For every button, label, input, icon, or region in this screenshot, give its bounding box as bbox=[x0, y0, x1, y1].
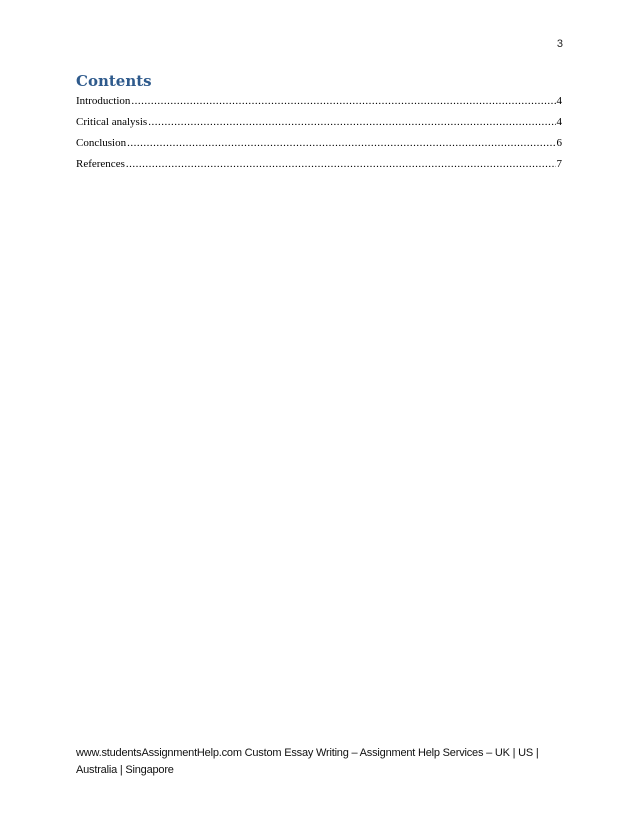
toc-dot-leader bbox=[148, 116, 555, 129]
toc-entry-title: Conclusion bbox=[76, 137, 127, 149]
toc-entry-page: 7 bbox=[556, 158, 562, 170]
page-footer: www.studentsAssignmentHelp.com Custom Essay Writing – Assignment Help Services – UK | US | Australia | Singapore bbox=[76, 747, 539, 776]
toc-entry-critical-analysis[interactable] bbox=[76, 116, 562, 137]
toc-entry-introduction[interactable] bbox=[76, 95, 562, 116]
toc-entry-title: Critical analysis bbox=[76, 116, 148, 128]
table-of-contents bbox=[76, 95, 562, 179]
toc-entry-title: Introduction bbox=[76, 95, 131, 107]
toc-entry-page: 4 bbox=[556, 95, 562, 107]
toc-entry-page: 6 bbox=[556, 137, 562, 149]
toc-entry-references[interactable] bbox=[76, 158, 562, 179]
toc-entry-page: 4 bbox=[556, 116, 562, 128]
page-number: 3 bbox=[556, 38, 563, 50]
toc-entry-title: References bbox=[76, 158, 125, 170]
toc-entry-conclusion[interactable] bbox=[76, 137, 562, 158]
toc-dot-leader bbox=[127, 137, 555, 150]
toc-dot-leader bbox=[126, 158, 556, 171]
toc-heading: Contents bbox=[76, 72, 152, 90]
toc-dot-leader bbox=[131, 95, 555, 108]
